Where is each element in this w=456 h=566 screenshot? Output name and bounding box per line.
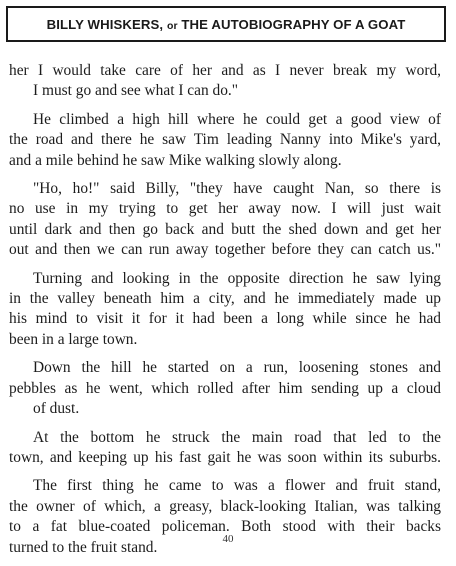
text-line: town, and keeping up his fast gait he was soon within its suburbs. (9, 448, 441, 466)
paragraph (9, 179, 441, 261)
title-left: BILLY WHISKERS, (46, 16, 164, 32)
book-title (47, 17, 406, 32)
text-line: until dark and then go back and butt the shed down and get her (9, 220, 441, 238)
text-line: out and then we can run away together before they can catch us." (9, 241, 441, 259)
text-line: her I would take care of her and as I never break my word, (9, 62, 441, 79)
text-line: his mind to visit it for it had been a long while since he had (9, 310, 441, 328)
text-line: I must go and see what I can do." (33, 82, 239, 100)
text-line: the owner of which, a greasy, black-looking Italian, was talking (9, 497, 441, 515)
text-line: been in a large town. (9, 330, 138, 348)
running-header (6, 6, 446, 42)
title-or: or (166, 19, 178, 32)
paragraph (9, 110, 441, 171)
text-line: pebbles as he went, which rolled after him sending up a cloud (9, 379, 441, 397)
text-line: The first thing he came to was a flower and fruit stand, (33, 477, 441, 495)
text-line: Turning and looking in the opposite direction he saw lying (33, 269, 441, 287)
text-line: At the bottom he struck the main road that led to the (33, 428, 441, 446)
text-line: in the valley beneath him a city, and he immediately made up (9, 290, 441, 308)
text-line: Down the hill he started on a run, loosening stones and (33, 359, 441, 377)
paragraph (9, 428, 441, 469)
text-line: and a mile behind he saw Mike walking slowly along. (9, 151, 342, 169)
text-line: no use in my trying to get her away now. I will just wait (9, 200, 441, 218)
paragraph (9, 476, 441, 558)
text-line: turned to the fruit stand. (9, 538, 158, 556)
paragraph (9, 61, 441, 102)
body-text (9, 61, 441, 566)
paragraph (9, 269, 441, 351)
text-line: of dust. (33, 400, 80, 418)
paragraph (9, 358, 441, 419)
page-number: 40 (222, 533, 234, 545)
text-line: to a fat blue-coated policeman. Both stood with their backs (9, 518, 441, 536)
title-right: THE AUTOBIOGRAPHY OF A GOAT (181, 16, 406, 32)
text-line: the road and there he saw Tim leading Nanny into Mike's yard, (9, 131, 441, 149)
text-line: "Ho, ho!" said Billy, "they have caught Nan, so there is (33, 180, 441, 198)
text-line: He climbed a high hill where he could get a good view of (33, 110, 441, 128)
